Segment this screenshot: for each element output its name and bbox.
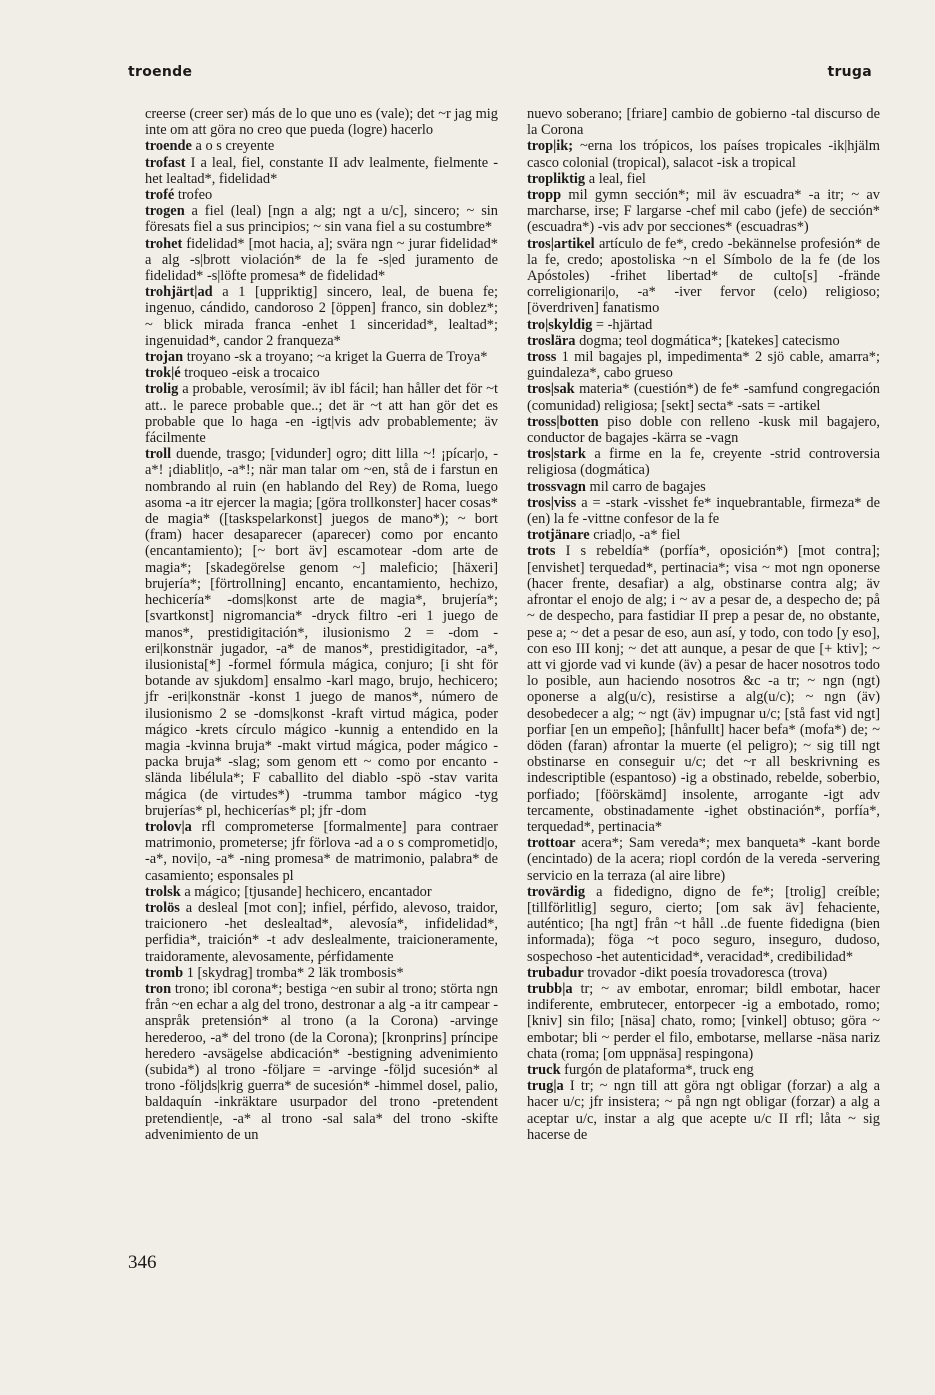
headword: tro|skyldig	[527, 316, 593, 333]
dictionary-entry: trolös a desleal [mot con]; infiel, pérfido, alevoso, traidor, traicionero -het deslealtad*, alevosía*, infidelidad*, perfidia*, traición* -t adv deslealmente, traicioneramente, traidoramente, alevosamente, pérfidamente	[145, 899, 498, 965]
right-column	[527, 106, 880, 1143]
dictionary-entry: truck furgón de plataforma*, truck eng	[527, 1061, 754, 1078]
dictionary-entry: trolsk a mágico; [tjusande] hechicero, encantador	[145, 883, 432, 900]
headword: troll	[145, 446, 172, 463]
headword: trojan	[145, 349, 184, 366]
dictionary-entry: trogen a fiel (leal) [ngn a alg; ngt a u/c], sincero; ~ sin föresats fiel a sus principios; ~ sin vana fiel a su costumbre*	[145, 203, 498, 236]
headword: trohjärt|ad	[145, 284, 213, 301]
dictionary-entry: trolov|a rfl comprometerse [formalmente] para contraer matrimonio, prometerse; jfr förlova -ad a o s comprometid|o, -a*, novi|o, -a* -ning promesa* de matrimonio, palabra* de casamiento; esponsales pl	[145, 818, 498, 884]
dictionary-entry: trubb|a tr; ~ av embotar, enromar; bildl embotar, hacer indiferente, embrutecer, entorpecer -ig a embotado, romo; [kniv] sin filo; [näsa] chato, romo; [vinkel] obtuso; göra ~ embotar; bli ~ perder el filo, embotarse, mellarse -näsa nariz chata (roma; [om uppnäsa] respingona)	[527, 980, 880, 1062]
headword: tromb	[145, 964, 184, 981]
headword: trubb|a	[527, 980, 573, 997]
dictionary-entry: trubadur trovador -dikt poesía trovadoresca (trova)	[527, 964, 828, 981]
headword: trolös	[145, 899, 180, 916]
dictionary-entry: tros|stark a firme en la fe, creyente -strid controversia religiosa (dogmática)	[527, 446, 880, 479]
dictionary-entry: trofast I a leal, fiel, constante II adv lealmente, fielmente -het lealtad*, fidelidad*	[145, 154, 498, 187]
guide-word-right: truga	[827, 64, 872, 80]
dictionary-entry: troslära dogma; teol dogmática*; [katekes] catecismo	[527, 332, 840, 349]
dictionary-entry: tro|skyldig = -hjärtad	[527, 316, 653, 333]
headword: trohet	[145, 235, 183, 252]
headword: trogen	[145, 203, 185, 220]
dictionary-entry: trohjärt|ad a 1 [uppriktig] sincero, leal, de buena fe; ingenuo, cándido, candoroso 2 [öppen] franco, sin doblez*; ~ blick mirada franca -enhet 1 sinceridad*, lealtad*; ingenuidad*, candor 2 franqueza*	[145, 284, 498, 349]
headword: troende	[145, 138, 192, 155]
headword: trop|ik;	[527, 138, 574, 155]
headword: tros|sak	[527, 381, 575, 398]
headword: tross	[527, 349, 557, 366]
dictionary-entry: trop|ik; ~erna los trópicos, los países tropicales -ik|hjälm casco colonial (tropical), salacot -isk a tropical	[527, 138, 880, 171]
headword: tros|stark	[527, 446, 586, 463]
dictionary-entry: nuevo soberano; [friare] cambio de gobierno -tal discurso de la Corona	[527, 106, 880, 139]
headword: trok|é	[145, 365, 181, 382]
headword: troslära	[527, 332, 576, 349]
dictionary-entry: trofé trofeo	[145, 187, 213, 204]
headword: trubadur	[527, 964, 584, 981]
dictionary-entry: tross|botten piso doble con relleno -kusk mil bagajero, conductor de bagajes -kärra se -vagn	[527, 413, 880, 447]
dictionary-entry: trok|é troqueo -eisk a trocaico	[145, 365, 320, 382]
headword: trolov|a	[145, 818, 192, 835]
headword: trovärdig	[527, 883, 586, 900]
headword: tropp	[527, 187, 562, 204]
dictionary-entry: tron trono; ibl corona*; bestiga ~en subir al trono; störta ngn från ~en echar a alg del trono, destronar a alg -a itr campear -anspråk pretensión* al trono (a la Corona) -arvinge herederoo, -a* del trono (de la Corona); [kronprins] príncipe heredero -avsägelse abdicación* -bestigning advenimiento (subida*) al trono -följare = -arvinge -följd sucesión* al trono -följds|krig guerra* de sucesión* -himmel dosel, palio, baldaquín -inkräktare usurpador del trono -pretendent pretendient|e, -a* al trono -sal sala* del trono -skifte advenimiento de un	[145, 980, 498, 1143]
headword: trofast	[145, 154, 186, 171]
dictionary-entry: trug|a I tr; ~ ngn till att göra ngt obligar (forzar) a alg a hacer u/c; jfr insistera; ~ på ngn ngt obligar (forzar) a alg a aceptar u/c, instar a alg que acepte u/c II rfl; låta ~ sig hacerse de	[527, 1078, 880, 1143]
headword: tron	[145, 980, 172, 997]
dictionary-entry: tros|sak materia* (cuestión*) de fe* -samfund congregación (comunidad) religiosa; [sekt] secta* -sats = -artikel	[527, 381, 880, 414]
headword: trossvagn	[527, 478, 586, 495]
dictionary-entry: tropliktig a leal, fiel	[527, 170, 646, 187]
dictionary-entry: trottoar acera*; Sam vereda*; mex banqueta* -kant borde (encintado) de la acera; riopl cordón de la vereda -servering servicio en la terraza (al aire libre)	[527, 835, 880, 884]
dictionary-entry: creerse (creer ser) más de lo que uno es (vale); det ~r jag mig inte om att göra no creo que pueda (logre) hacerlo	[145, 106, 498, 139]
dictionary-entry: trots I s rebeldía* (porfía*, oposición*) [mot contra]; [envishet] terquedad*, pertinacia*; visa ~ mot ngn oponerse (hacer frente, desafiar) a alg, obstinarse contra alg; äv afrontar el enojo de alg; i ~ av a pesar de, a despecho de; på ~ de despecho, para fastidiar II prep a pesar de, no obstante, pese a; ~ det a pesar de eso, aun así, y todo, con todo [y eso], con eso III konj; ~ det att aunque, a pesar de que [+ ktiv]; ~ att vi gjorde vad vi kunde (äv) a pesar de hacer nosotros todo lo posible, aun haciendo nosotros &c -a tr; ~ ngn (ngt) oponerse a alg(u/c), resistirse a alg(u/c); ~ ngn (äv) desobedecer a alg; ~ ngt (äv) impugnar u/c; [stå fast vid ngt] porfiar [en un empeño]; [hånfullt] hacer befa* (mofa*) de; ~ döden (faran) afrontar la muerte (el peligro); ~ sig till ngt obstinarse en conseguir u/c; det ~r all beskrivning es indescriptible (espantoso) -ig a obstinado, rebelde, soberbio, porfiado; [föörskämd] insolente, arrogante -igt adv tercamente, obstinadamente -ighet obstinación*, porfía*, terquedad*, pertinacia*	[527, 543, 880, 835]
headword: trotjänare	[527, 527, 590, 544]
headword: trots	[527, 543, 556, 560]
dictionary-entry: trojan troyano -sk a troyano; ~a kriget la Guerra de Troya*	[145, 349, 488, 366]
dictionary-entry: trohet fidelidad* [mot hacia, a]; svära ngn ~ jurar fidelidad* a alg -s|brott violación* de la fe -s|ed juramento de fidelidad* -s|löfte promesa* de fidelidad*	[145, 235, 498, 285]
headword: tros|artikel	[527, 235, 595, 252]
headword: trofé	[145, 187, 175, 204]
guide-word-left: troende	[128, 64, 193, 80]
dictionary-entry: trovärdig a fidedigno, digno de fe*; [trolig] creíble; [tillförlitlig] seguro, cierto; [om sak äv] fehaciente, auténtico; [ha ngt] från ~t håll ..de fuente fidedigna (bien informada); föga ~t poco seguro, inseguro, dudoso, sospechoso -het autenticidad*, veracidad*, credibilidad*	[527, 883, 880, 965]
dictionary-entry: tropp mil gymn sección*; mil äv escuadra* -a itr; ~ av marcharse, irse; F largarse -chef mil cabo (jefe) de sección* (escuadra*) -vis adv por secciones* (escuadras*)	[527, 187, 880, 236]
dictionary-entry: troende a o s creyente	[145, 138, 275, 155]
dictionary-entry: tromb 1 [skydrag] tromba* 2 läk trombosis*	[145, 964, 404, 981]
headword: trug|a	[527, 1078, 564, 1095]
dictionary-entry: trolig a probable, verosímil; äv ibl fácil; han håller det för ~t att.. le parece probable que..; det är ~t att han gör det es probable que lo haga -en -igt|vis adv probablemente; äv fácilmente	[145, 381, 498, 447]
dictionary-entry: troll duende, trasgo; [vidunder] ogro; ditt lilla ~! ¡pícar|o, -a*! ¡diablit|o, -a*!; när man talar om ~en, stå de i farstun en nombrando al ruin (en hablando del Rey) de Roma, luego asoma -a itr ejercer la magia; [göra trollkonster] hacer cosas* de magia* ([taskspelarkonst] juegos de mano*); ~ bort (fram) hacer desaparecer (aparecer) como por encanto (encantamiento); [~ bort äv] escamotear -dom arte de magia*; [skadegörelse genom ~] maleficio; [häxeri] brujería*; [förtrollning] encanto, encantamiento, hechizo, hechicería* -doms|konst arte de magia*, brujería*; [svartkonst] nigromancia* -dryck filtro -eri 1 juego de manos*, prestidigitación*, ilusionismo 2 = -dom -eri|konstnär jugador, -a* de manos*, prestidigitador, -a*, ilusionista[*] -formel fórmula mágica, conjuro; [i sht för botande av sjukdom] ensalmo -karl mago, brujo, hechicero; jfr -eri|konstnär -konst 1 juego de manos*, número de ilusionismo 2 se -doms|konst -kraft virtud mágica, poder mágico -krets círculo mágico -kunnig a entendido en la magia -kvinna bruja* -makt virtud mágica, poder mágico -packa bruja* -slag; som genom ett ~ como por encanto -slända libélula*; F caballito del diablo -spö -stav varita mágica (de virtudes*) -trumma tambor mágico -tyg brujerías* pl, hechicerías* pl; jfr -dom	[145, 446, 498, 819]
dictionary-entry: tros|viss a = -stark -visshet fe* inquebrantable, firmeza* de (en) la fe -vittne confesor de la fe	[527, 494, 880, 528]
headword: trolsk	[145, 883, 181, 900]
headword: tropliktig	[527, 170, 586, 187]
page-number: 346	[128, 1252, 157, 1273]
headword: trolig	[145, 381, 179, 398]
headword: tross|botten	[527, 413, 599, 430]
dictionary-entry: trotjänare criad|o, -a* fiel	[527, 527, 681, 544]
headword: trottoar	[527, 835, 576, 852]
left-column	[145, 106, 498, 1143]
dictionary-entry: trossvagn mil carro de bagajes	[527, 478, 706, 495]
dictionary-entry: tross 1 mil bagajes pl, impedimenta* 2 sjö cable, amarra*; guindaleza*, cabo grueso	[527, 349, 880, 382]
headword: truck	[527, 1061, 561, 1078]
headword: tros|viss	[527, 494, 577, 511]
dictionary-entry: tros|artikel artículo de fe*, credo -bekännelse profesión* de la fe, credo; apostoliska ~n el Símbolo de la fe (de los Apóstoles) -frihet libertad* de culto[s] -frände correligionari|o, -a* -iver fervor (celo) religioso; [överdriven] fanatismo	[527, 235, 880, 317]
